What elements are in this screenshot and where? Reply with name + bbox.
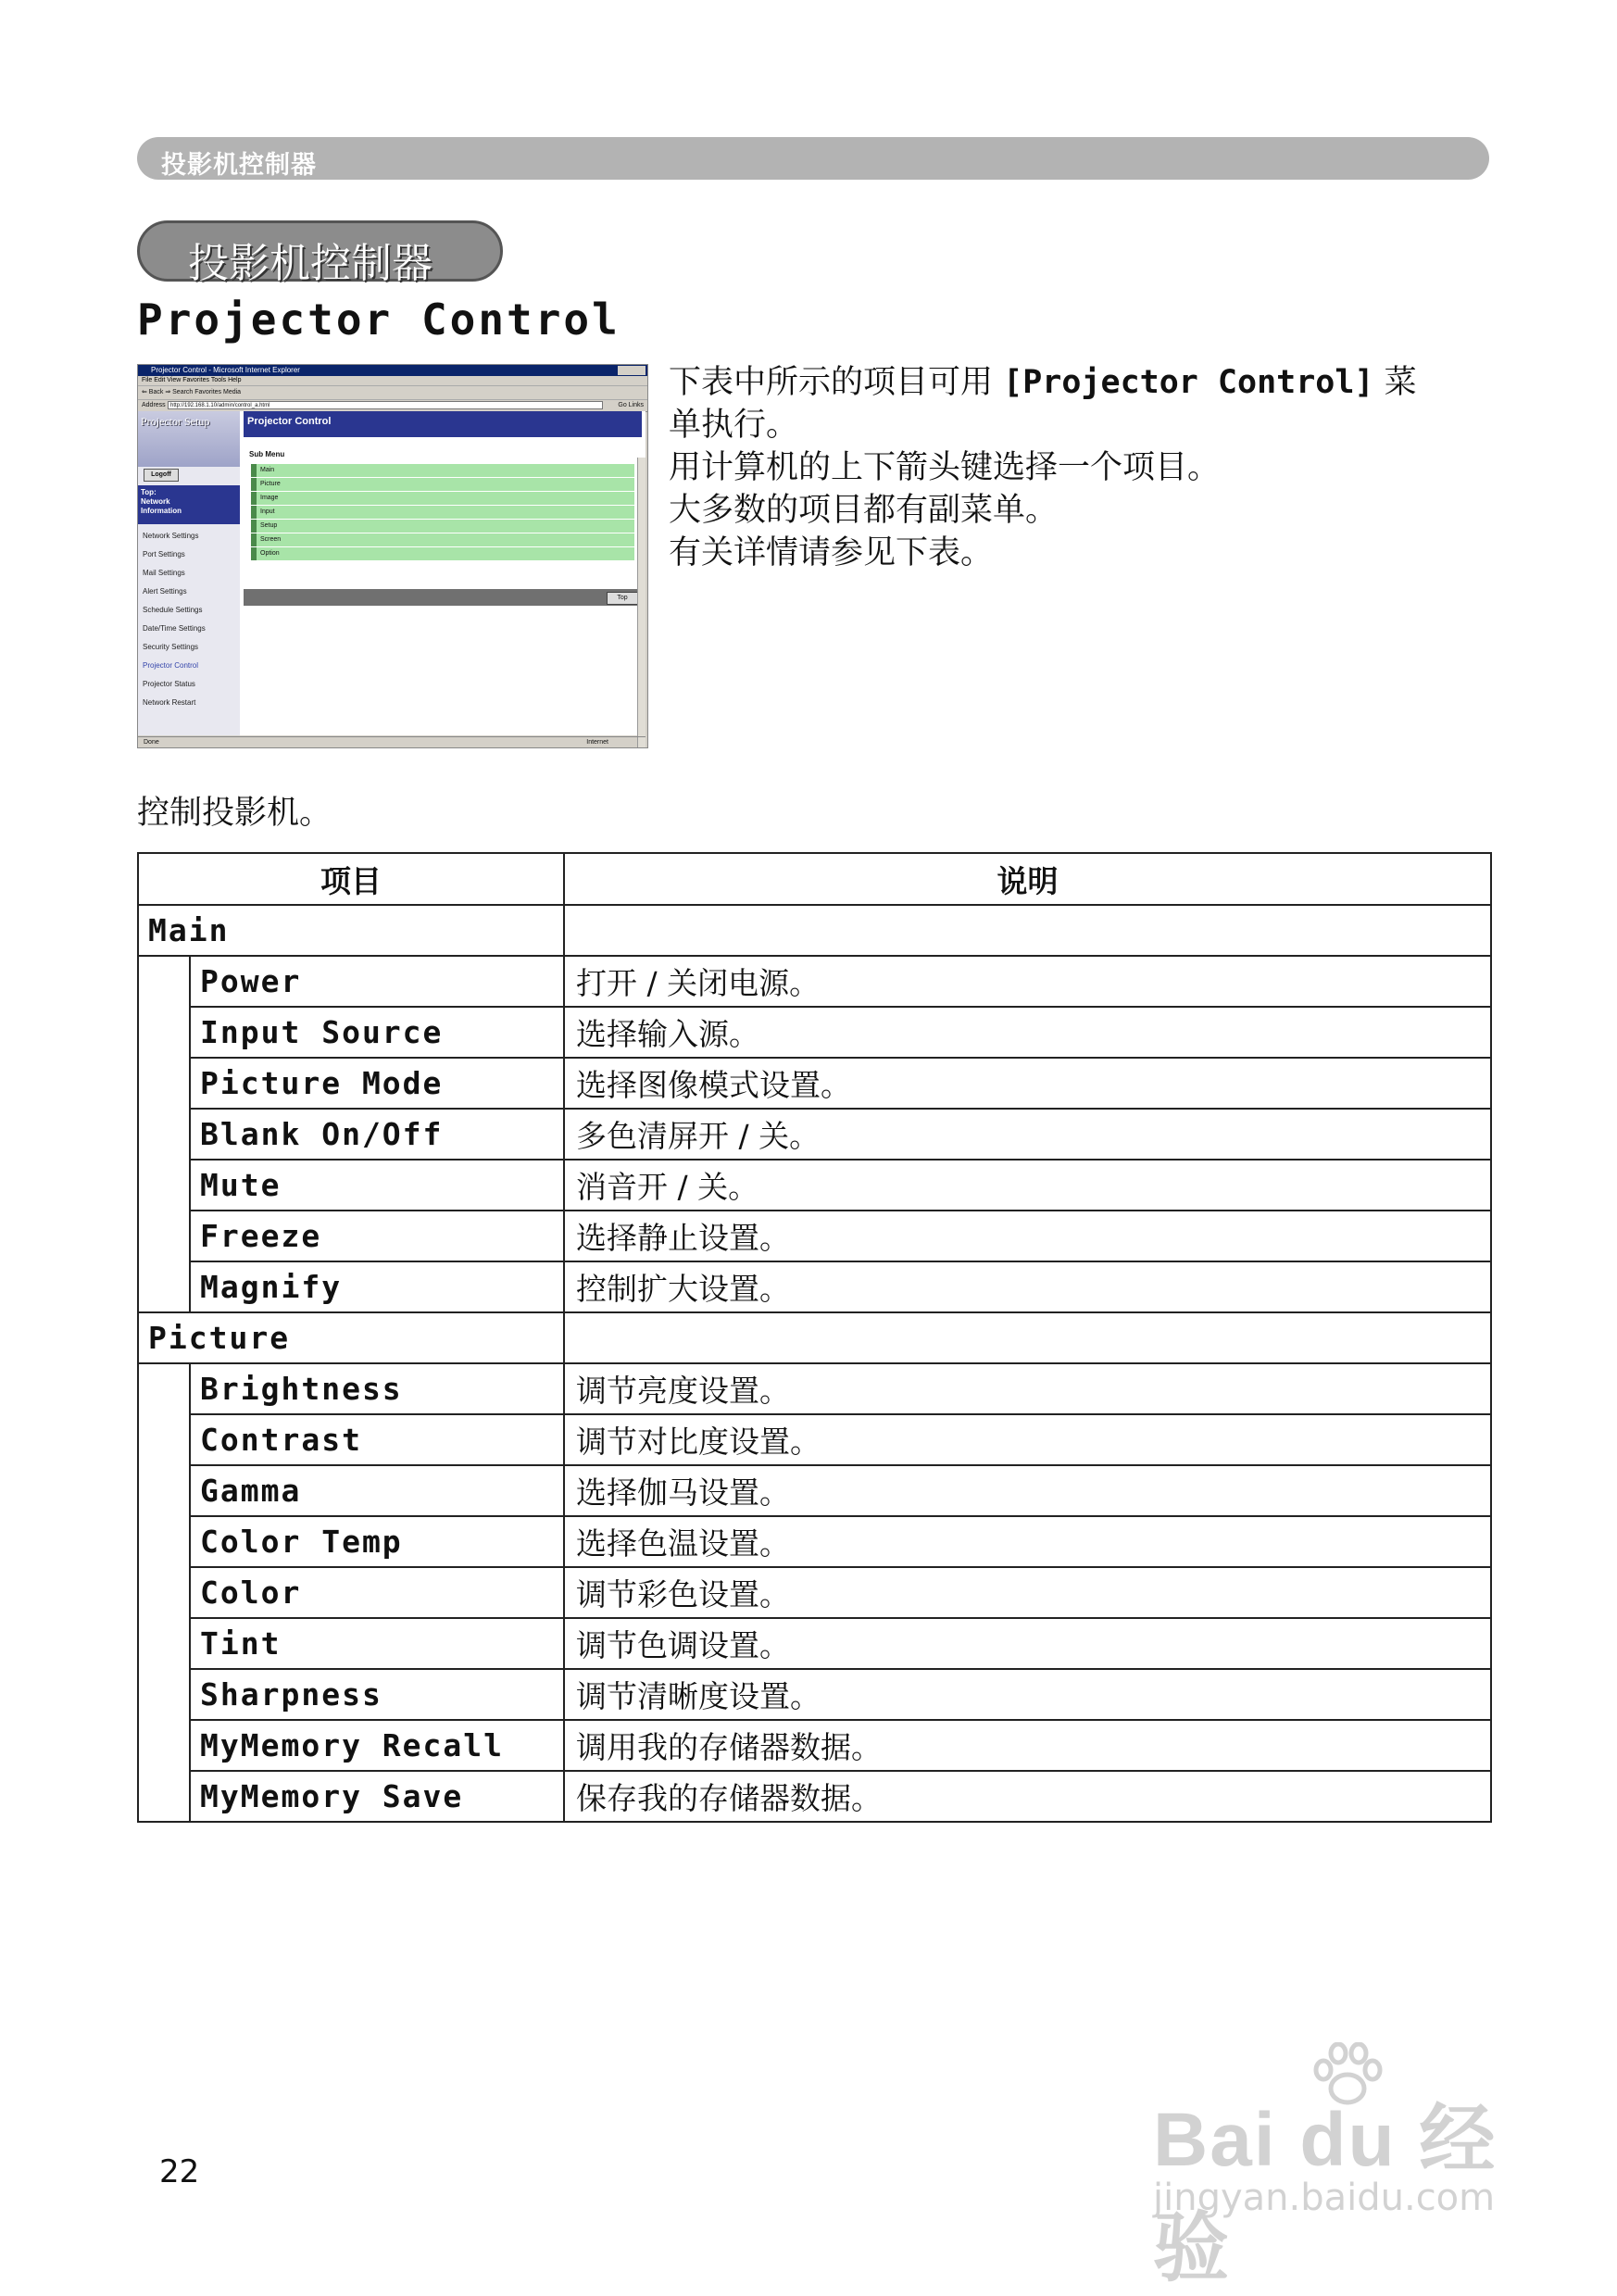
table-row: [138, 1771, 1491, 1822]
item-cell: Magnify: [190, 1261, 564, 1312]
page-number: 22: [159, 2153, 200, 2190]
item-cell: Power: [190, 956, 564, 1007]
nav-item: Date/Time Settings: [143, 624, 206, 633]
desc-cell: 选择伽马设置。: [564, 1465, 1491, 1516]
setup-sidebar: [138, 411, 240, 735]
column-header-desc: 说明: [564, 853, 1491, 905]
indent-cell: [138, 1414, 190, 1465]
desc-cell: 调节对比度设置。: [564, 1414, 1491, 1465]
address-label: Address: [142, 402, 166, 408]
sub-menu-item: Option: [251, 547, 634, 560]
control-pane: [244, 411, 642, 735]
intro-line-1-pre: 下表中所示的项目可用: [669, 364, 1004, 401]
intro-line-1-post: 菜: [1373, 364, 1417, 401]
sub-menu-item: Image: [251, 492, 634, 505]
nav-item: Schedule Settings: [143, 606, 203, 614]
item-cell: Color Temp: [190, 1516, 564, 1567]
sub-menu-item: Picture: [251, 478, 634, 491]
table-group-row: [138, 1312, 1491, 1363]
item-cell: Freeze: [190, 1211, 564, 1261]
status-zone: Internet: [586, 739, 608, 746]
intro-menu-name: [Projector Control]: [1003, 364, 1374, 401]
sub-menu-item: Input: [251, 506, 634, 519]
header-bar-label: 投影机控制器: [161, 151, 317, 180]
table-row: [138, 1720, 1491, 1771]
table-row: [138, 1109, 1491, 1160]
window-title: Projector Control - Microsoft Internet Explorer: [151, 366, 300, 374]
sub-menu-item: Screen: [251, 533, 634, 546]
indent-cell: [138, 1109, 190, 1160]
table-header-row: [138, 853, 1491, 905]
indent-cell: [138, 956, 190, 1007]
desc-cell: 调节彩色设置。: [564, 1567, 1491, 1618]
status-done: Done: [144, 739, 159, 746]
nav-item: Security Settings: [143, 643, 199, 651]
group-name: Picture: [138, 1312, 564, 1363]
item-cell: Contrast: [190, 1414, 564, 1465]
table-row: [138, 1516, 1491, 1567]
intro-line-4: 大多数的项目都有副菜单。: [669, 492, 1059, 529]
table-row: [138, 1058, 1491, 1109]
page-title: Projector Control: [137, 295, 620, 345]
sub-menu-item: Main: [251, 464, 634, 477]
projector-control-table: [137, 852, 1492, 1823]
column-header-item: 项目: [138, 853, 564, 905]
top-info-line: Top:: [141, 488, 157, 496]
table-row: [138, 1211, 1491, 1261]
table-row: [138, 1160, 1491, 1211]
indent-cell: [138, 1007, 190, 1058]
table-group-row: [138, 905, 1491, 956]
intro-line-5: 有关详情请参见下表。: [669, 534, 994, 571]
section-pill: [137, 220, 503, 287]
desc-cell: 控制扩大设置。: [564, 1261, 1491, 1312]
go-links: Go Links: [618, 402, 644, 408]
desc-cell: 消音开 / 关。: [564, 1160, 1491, 1211]
item-cell: MyMemory Save: [190, 1771, 564, 1822]
window-buttons: [618, 366, 646, 375]
item-cell: Color: [190, 1567, 564, 1618]
nav-item: Network Restart: [143, 698, 196, 707]
intro-line-3: 用计算机的上下箭头键选择一个项目。: [669, 449, 1221, 486]
browser-screenshot: [137, 364, 648, 748]
sub-menu-list: [251, 464, 634, 560]
item-cell: Blank On/Off: [190, 1109, 564, 1160]
indent-cell: [138, 1516, 190, 1567]
desc-cell: 调用我的存储器数据。: [564, 1720, 1491, 1771]
desc-cell: 打开 / 关闭电源。: [564, 956, 1491, 1007]
nav-item: Network Settings: [143, 532, 199, 540]
desc-cell: 调节清晰度设置。: [564, 1669, 1491, 1720]
setup-nav-list: [143, 527, 206, 712]
item-cell: Brightness: [190, 1363, 564, 1414]
item-cell: Tint: [190, 1618, 564, 1669]
desc-cell: 调节亮度设置。: [564, 1363, 1491, 1414]
table-caption: 控制投影机。: [137, 795, 332, 832]
table-row: [138, 1567, 1491, 1618]
desc-cell: 选择图像模式设置。: [564, 1058, 1491, 1109]
indent-cell: [138, 1618, 190, 1669]
desc-cell: 多色清屏开 / 关。: [564, 1109, 1491, 1160]
indent-cell: [138, 1211, 190, 1261]
toolbar: ⇐ Back ⇒ Search Favorites Media: [138, 386, 647, 400]
desc-cell: 选择静止设置。: [564, 1211, 1491, 1261]
intro-line-1: [669, 361, 1502, 404]
scrollbar: [637, 458, 646, 748]
indent-cell: [138, 1567, 190, 1618]
logoff-button: Logoff: [144, 469, 179, 482]
desc-cell: 保存我的存储器数据。: [564, 1771, 1491, 1822]
desc-cell: 选择色温设置。: [564, 1516, 1491, 1567]
item-cell: Mute: [190, 1160, 564, 1211]
baidu-watermark: [1153, 2042, 1542, 2290]
indent-cell: [138, 1058, 190, 1109]
section-pill-label: 投影机控制器: [188, 240, 432, 287]
table-row: [138, 956, 1491, 1007]
item-cell: MyMemory Recall: [190, 1720, 564, 1771]
table-row: [138, 1669, 1491, 1720]
table-row: [138, 1414, 1491, 1465]
indent-cell: [138, 1669, 190, 1720]
indent-cell: [138, 1363, 190, 1414]
top-info-line: Network: [141, 497, 170, 506]
top-info-block: [138, 485, 240, 524]
sub-menu-label: Sub Menu: [249, 450, 285, 458]
address-field: http://192.168.1.10/admin/control_a.html: [168, 401, 603, 409]
table-row: [138, 1363, 1491, 1414]
table-row: [138, 1007, 1491, 1058]
nav-item: Projector Status: [143, 680, 195, 688]
desc-cell: 调节色调设置。: [564, 1618, 1491, 1669]
indent-cell: [138, 1160, 190, 1211]
item-cell: Input Source: [190, 1007, 564, 1058]
group-desc-empty: [564, 1312, 1491, 1363]
item-cell: Picture Mode: [190, 1058, 564, 1109]
intro-text: [669, 361, 1502, 574]
item-cell: Gamma: [190, 1465, 564, 1516]
item-cell: Sharpness: [190, 1669, 564, 1720]
browser-content: [138, 411, 646, 735]
window-titlebar: [138, 365, 647, 376]
nav-item-active: Projector Control: [143, 661, 199, 670]
pane-footer-bar: [244, 589, 642, 606]
indent-cell: [138, 1771, 190, 1822]
status-bar: [138, 736, 646, 747]
intro-line-2: 单执行。: [669, 407, 799, 444]
top-button: Top: [607, 592, 638, 605]
table-row: [138, 1261, 1491, 1312]
watermark-url: jingyan.baidu.com: [1153, 2177, 1496, 2219]
group-desc-empty: [564, 905, 1491, 956]
nav-item: Alert Settings: [143, 587, 187, 596]
setup-logo: [138, 411, 240, 467]
header-bar: [137, 137, 1489, 180]
sub-menu-item: Setup: [251, 520, 634, 533]
indent-cell: [138, 1261, 190, 1312]
table-row: [138, 1465, 1491, 1516]
menu-bar: File Edit View Favorites Tools Help: [138, 376, 647, 386]
nav-item: Mail Settings: [143, 569, 185, 577]
pane-title: Projector Control: [244, 411, 642, 437]
indent-cell: [138, 1720, 190, 1771]
setup-logo-text: Projector Setup: [141, 415, 210, 428]
desc-cell: 选择输入源。: [564, 1007, 1491, 1058]
indent-cell: [138, 1465, 190, 1516]
group-name: Main: [138, 905, 564, 956]
nav-item: Port Settings: [143, 550, 185, 558]
top-info-line: Information: [141, 507, 182, 515]
watermark-brand: Bai du 经验: [1153, 2098, 1498, 2290]
table-row: [138, 1618, 1491, 1669]
